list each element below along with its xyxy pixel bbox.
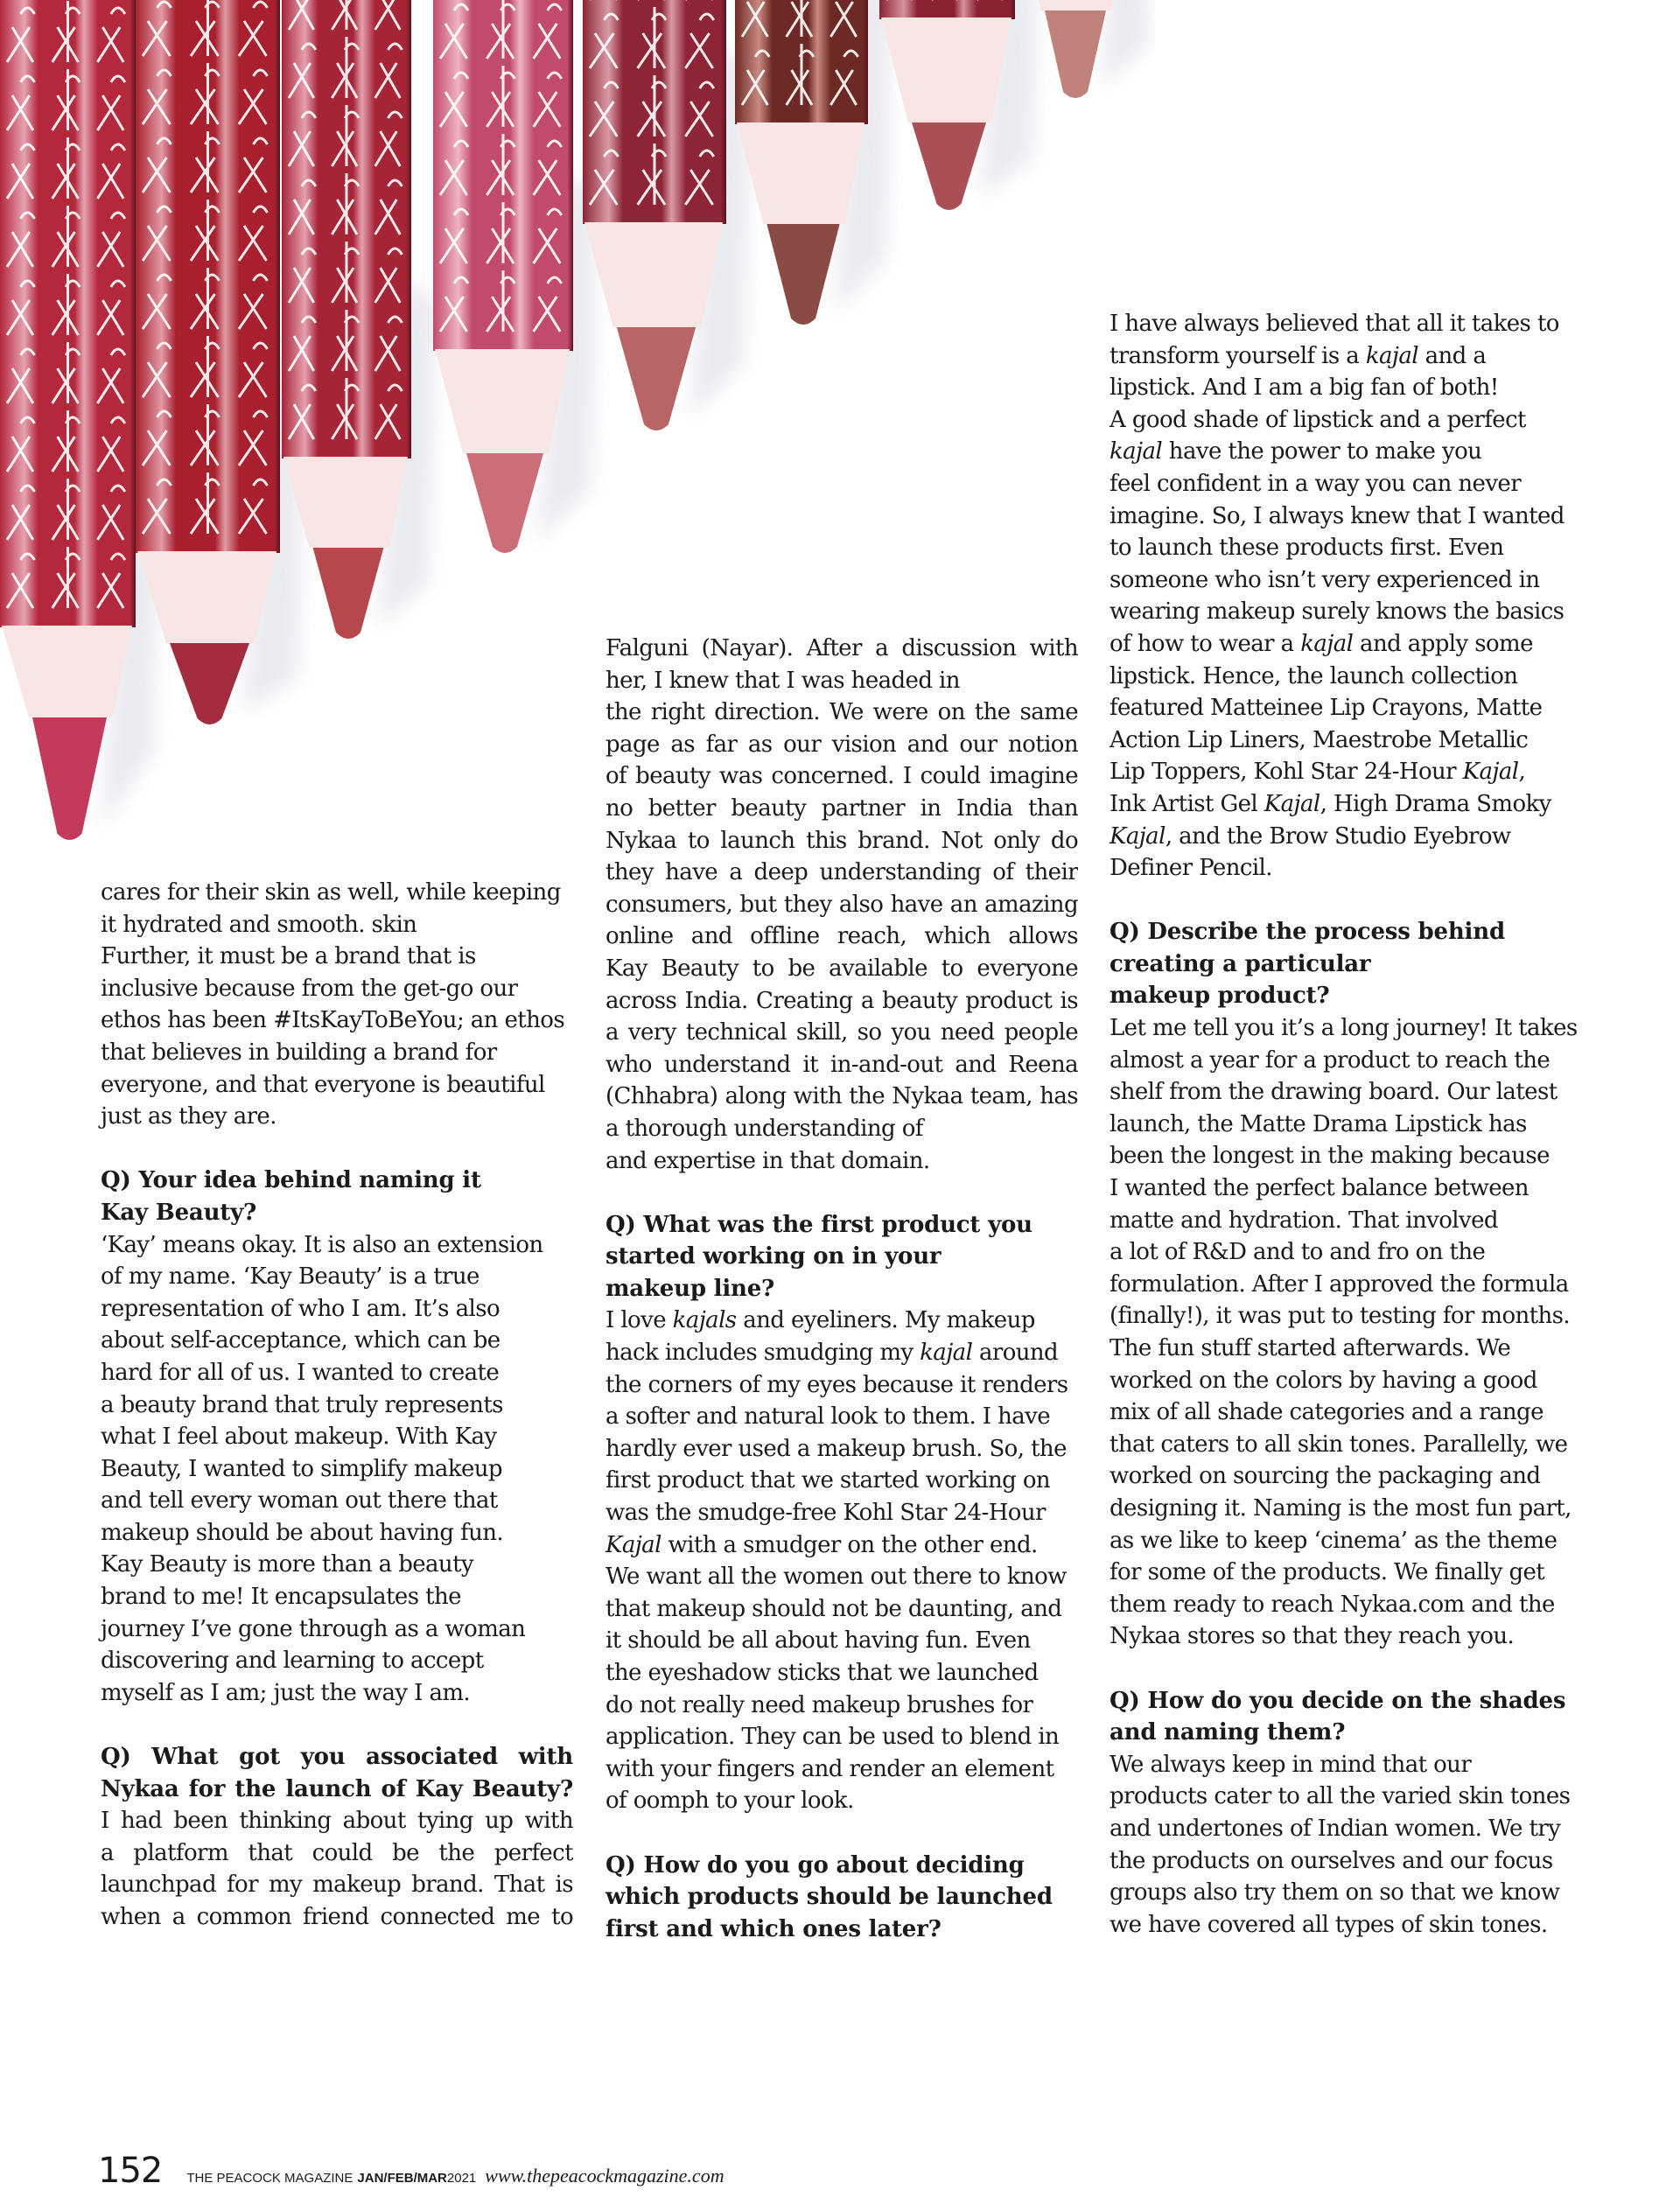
text-line: online and offline reach, which allows <box>606 923 1078 950</box>
text-line: kajal have the power to make you <box>1110 438 1482 465</box>
text-line: makeup product? <box>1110 983 1330 1010</box>
text-line: the eyeshadow sticks that we launched <box>606 1660 1039 1686</box>
text-line: cares for their skin as well, while keeping <box>101 879 561 906</box>
text-line: journey I’ve gone through as a woman <box>101 1615 526 1642</box>
text-line: and tell every woman out there that <box>101 1487 498 1515</box>
text-line: transform yourself is a kajal and a <box>1110 342 1487 369</box>
italic-term: kajals <box>672 1307 737 1334</box>
text-line: worked on the colors by having a good <box>1110 1367 1537 1394</box>
text-line: of my name. ‘Kay Beauty’ is a true <box>101 1263 480 1291</box>
page-footer <box>98 2151 724 2194</box>
text-line: of how to wear a kajal and apply some <box>1110 630 1533 657</box>
text-line: brand to me! It encapsulates the <box>101 1584 461 1611</box>
text-line: which products should be launched <box>606 1884 1053 1911</box>
text-line: was the smudge-free Kohl Star 24-Hour <box>606 1500 1046 1527</box>
text-line: feel confident in a way you can never <box>1110 470 1522 497</box>
interview-question <box>101 1741 573 1805</box>
text-line: the products on ourselves and our focus <box>1110 1847 1553 1874</box>
text-line: We want all the women out there to know <box>606 1564 1067 1591</box>
text-line: Falguni (Nayar). After a discussion with <box>606 635 1078 661</box>
text-line: Nykaa to launch this brand. Not only do <box>606 827 1078 854</box>
pencil-5 <box>583 0 751 430</box>
text-line: I have always believed that all it takes to <box>1110 311 1559 337</box>
text-line: representation of who I am. It’s also <box>101 1295 500 1322</box>
text-line: Lip Toppers, Kohl Star 24-Hour Kajal, <box>1110 759 1526 786</box>
italic-term: Kajal <box>1264 790 1320 817</box>
text-line: Q) What was the first product you <box>606 1211 1032 1238</box>
text-line: someone who isn’t very experienced in <box>1110 566 1540 593</box>
interview-answer <box>606 633 1078 1177</box>
text-line: inclusive because from the get-go our <box>101 975 518 1002</box>
text-line: of oomph to your look. <box>606 1788 854 1815</box>
paragraph-gap <box>101 1709 573 1741</box>
text-line: a lot of R&D and to and fro on the <box>1110 1239 1486 1266</box>
italic-term: kajal <box>920 1340 973 1367</box>
text-line: her, I knew that I was headed in <box>606 667 960 694</box>
paragraph-gap <box>1110 885 1582 917</box>
text-line: makeup should be about having fun. <box>101 1519 504 1546</box>
text-line: I love kajals and eyeliners. My makeup <box>606 1307 1035 1334</box>
text-line: discovering and learning to accept <box>101 1648 484 1675</box>
text-line: I had been thinking about tying up with <box>101 1808 573 1835</box>
paragraph-gap <box>1110 1653 1582 1685</box>
text-line: Q) Describe the process behind <box>1110 919 1505 946</box>
text-line: do not really need makeup brushes for <box>606 1691 1033 1718</box>
text-line: (Chhabra) along with the Nykaa team, has <box>606 1083 1078 1110</box>
text-line: launch, the Matte Drama Lipstick has <box>1110 1110 1527 1137</box>
text-line: a platform that could be the perfect <box>101 1839 573 1866</box>
pencil-2 <box>136 0 304 724</box>
text-line: when a common friend connected me to <box>101 1904 573 1930</box>
issue-year: 2021 <box>446 2171 477 2186</box>
text-line: shelf from the drawing board. Our latest <box>1110 1079 1558 1106</box>
text-line: consumers, but they also have an amazing <box>606 891 1078 918</box>
article-column-3 <box>1110 308 1582 1941</box>
text-line: the corners of my eyes because it renders <box>606 1371 1068 1398</box>
text-line: them ready to reach Nykaa.com and the <box>1110 1591 1555 1618</box>
text-line: launchpad for my makeup brand. That is <box>101 1872 573 1899</box>
text-line: I wanted the perfect balance between <box>1110 1175 1529 1202</box>
text-line: with your fingers and render an element <box>606 1755 1054 1782</box>
pencil-4 <box>433 0 598 553</box>
text-line: it hydrated and smooth. skin <box>101 911 417 938</box>
text-line: Let me tell you it’s a long journey! It takes <box>1110 1015 1578 1042</box>
text-line: A good shade of lipstick and a perfect <box>1110 406 1526 433</box>
text-line: and naming them? <box>1110 1719 1346 1746</box>
interview-question <box>101 1165 573 1228</box>
text-line: We always keep in mind that our <box>1110 1751 1472 1778</box>
paragraph-gap <box>606 1177 1078 1209</box>
article-column-2 <box>606 633 1078 1945</box>
text-line: page as far as our vision and our notion <box>606 731 1078 758</box>
text-line: Kajal with a smudger on the other end. <box>606 1531 1038 1558</box>
text-line: Q) How do you go about deciding <box>606 1851 1025 1879</box>
magazine-name: THE PEACOCK MAGAZINE <box>186 2171 354 2186</box>
text-line: Kajal, and the Brow Studio Eyebrow <box>1110 822 1511 850</box>
text-line: myself as I am; just the way I am. <box>101 1679 471 1706</box>
text-line: ‘Kay’ means okay. It is also an extension <box>101 1231 543 1258</box>
pencil-7 <box>879 0 1040 210</box>
interview-answer <box>1110 308 1582 885</box>
issue-label: JAN/FEB/MAR <box>357 2171 447 2186</box>
interview-answer <box>101 1229 573 1710</box>
text-line: a very technical skill, so you need people <box>606 1019 1078 1046</box>
text-line: hack includes smudging my kajal around <box>606 1340 1059 1367</box>
pencil-8 <box>1018 0 1155 98</box>
text-line: they have a deep understanding of their <box>606 859 1078 886</box>
text-line: been the longest in the making because <box>1110 1143 1550 1170</box>
interview-answer <box>101 877 573 1133</box>
page-number: 152 <box>98 2151 163 2191</box>
magazine-website-link[interactable]: www.thepeacockmagazine.com <box>485 2165 724 2187</box>
text-line: formulation. After I approved the formula <box>1110 1270 1569 1298</box>
text-line: Kay Beauty? <box>101 1199 257 1226</box>
text-line: Ink Artist Gel Kajal, High Drama Smoky <box>1110 790 1551 817</box>
text-line: almost a year for a product to reach the <box>1110 1046 1550 1074</box>
text-line: imagine. So, I always knew that I wanted <box>1110 502 1564 529</box>
text-line: and undertones of Indian women. We try <box>1110 1815 1561 1842</box>
text-line: ethos has been #ItsKayToBeYou; an ethos <box>101 1007 565 1034</box>
text-line: about self-acceptance, which can be <box>101 1327 500 1354</box>
text-line: first and which ones later? <box>606 1915 942 1942</box>
text-line: and expertise in that domain. <box>606 1147 930 1174</box>
interview-answer <box>606 1305 1078 1817</box>
text-line: Beauty, I wanted to simplify makeup <box>101 1455 502 1482</box>
text-line: for some of the products. We finally get <box>1110 1559 1545 1586</box>
text-line: (finally!), it was put to testing for months. <box>1110 1303 1571 1330</box>
text-line: that caters to all skin tones. Parallelly, we <box>1110 1431 1568 1458</box>
paragraph-gap <box>606 1817 1078 1850</box>
italic-term: kajal <box>1365 342 1418 369</box>
text-line: Definer Pencil. <box>1110 855 1272 882</box>
pencil-6 <box>735 0 892 325</box>
text-line: as we like to keep ‘cinema’ as the theme <box>1110 1527 1558 1554</box>
text-line: who understand it in-and-out and Reena <box>606 1051 1078 1078</box>
interview-question <box>606 1209 1078 1305</box>
text-line: worked on sourcing the packaging and <box>1110 1463 1541 1490</box>
text-line: Q) Your idea behind naming it <box>101 1167 481 1194</box>
text-line: what I feel about makeup. With Kay <box>101 1424 497 1451</box>
italic-term: Kajal <box>1110 822 1166 850</box>
text-line: a beauty brand that truly represents <box>101 1391 503 1418</box>
text-line: across India. Creating a beauty product is <box>606 987 1078 1014</box>
text-line: Q) What got you associated with <box>101 1744 573 1771</box>
text-line: of beauty was concerned. I could imagine <box>606 763 1078 790</box>
interview-question <box>1110 1685 1582 1749</box>
text-line: just as they are. <box>101 1103 276 1130</box>
text-line: creating a particular <box>1110 950 1371 977</box>
text-line: started working on in your <box>606 1243 942 1270</box>
text-line: The fun stuff started afterwards. We <box>1110 1335 1511 1361</box>
text-line: Q) How do you decide on the shades <box>1110 1687 1566 1714</box>
text-line: Action Lip Liners, Maestrobe Metallic <box>1110 726 1529 753</box>
text-line: no better beauty partner in India than <box>606 794 1078 822</box>
text-line: that makeup should not be daunting, and <box>606 1595 1062 1622</box>
text-line: a softer and natural look to them. I have <box>606 1403 1051 1431</box>
italic-term: kajal <box>1300 630 1354 657</box>
interview-answer <box>1110 1012 1582 1653</box>
text-line: first product that we started working on <box>606 1467 1051 1494</box>
text-line: lipstick. Hence, the launch collection <box>1110 662 1518 689</box>
text-line: groups also try them on so that we know <box>1110 1879 1560 1907</box>
text-line: a thorough understanding of <box>606 1115 923 1142</box>
italic-term: Kajal <box>606 1531 662 1558</box>
text-line: mix of all shade categories and a range <box>1110 1399 1544 1426</box>
text-line: makeup line? <box>606 1275 775 1302</box>
text-line: everyone, and that everyone is beautiful <box>101 1071 545 1098</box>
text-line: Further, it must be a brand that is <box>101 943 476 970</box>
text-line: that believes in building a brand for <box>101 1039 497 1066</box>
text-line: designing it. Naming is the most fun part, <box>1110 1494 1572 1522</box>
interview-answer <box>101 1805 573 1933</box>
text-line: matte and hydration. That involved <box>1110 1207 1498 1234</box>
text-line: hard for all of us. I wanted to create <box>101 1359 500 1386</box>
pencil-3 <box>282 0 436 639</box>
interview-answer <box>1110 1749 1582 1942</box>
text-line: hardly ever used a makeup brush. So, the <box>606 1435 1067 1462</box>
text-line: the right direction. We were on the same <box>606 699 1078 726</box>
text-line: Nykaa for the launch of Kay Beauty? <box>101 1775 573 1802</box>
text-line: lipstick. And I am a big fan of both! <box>1110 374 1499 402</box>
text-line: it should be all about having fun. Even <box>606 1627 1031 1655</box>
italic-term: kajal <box>1110 438 1163 465</box>
italic-term: Kajal <box>1462 759 1519 786</box>
text-line: to launch these products first. Even <box>1110 535 1504 562</box>
text-line: application. They can be used to blend in <box>606 1724 1060 1751</box>
text-line: Kay Beauty to be available to everyone <box>606 955 1078 982</box>
text-line: we have covered all types of skin tones. <box>1110 1911 1548 1938</box>
text-line: featured Matteinee Lip Crayons, Matte <box>1110 695 1543 722</box>
paragraph-gap <box>101 1133 573 1165</box>
text-line: Kay Beauty is more than a beauty <box>101 1551 474 1578</box>
article-column-1 <box>101 877 573 1934</box>
text-line: products cater to all the varied skin tones <box>1110 1783 1571 1810</box>
interview-question <box>1110 916 1582 1012</box>
text-line: Nykaa stores so that they reach you. <box>1110 1623 1515 1650</box>
text-line: wearing makeup surely knows the basics <box>1110 598 1564 626</box>
interview-question <box>606 1850 1078 1946</box>
